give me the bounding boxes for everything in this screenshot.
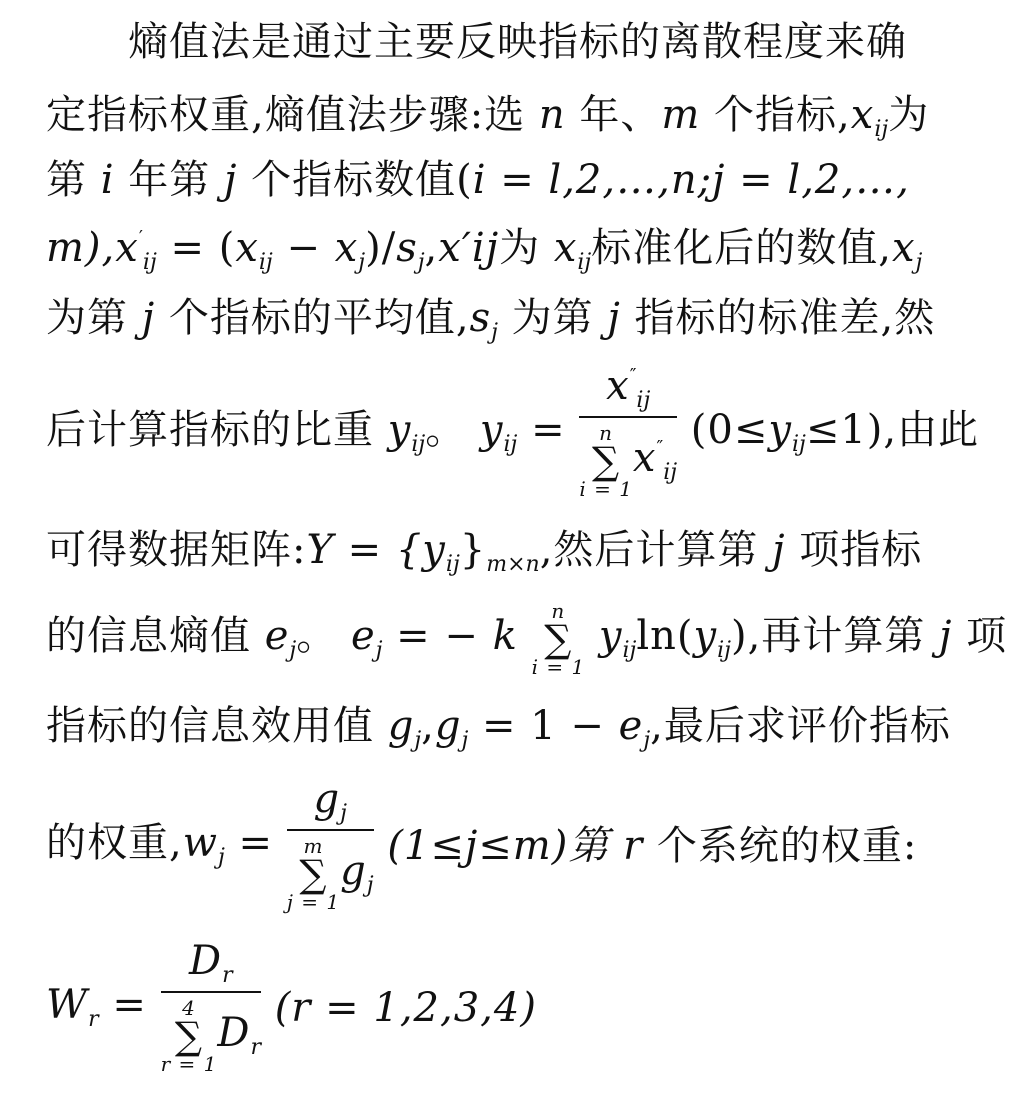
text: 个指标数值( bbox=[237, 157, 473, 203]
text: ),再计算第 bbox=[731, 613, 940, 660]
sum-upper: m bbox=[303, 834, 324, 859]
subscript-j: j bbox=[491, 320, 498, 345]
var-W: W bbox=[46, 981, 89, 1028]
text: ≤1),由此 bbox=[805, 406, 980, 453]
fraction-w-j bbox=[287, 778, 374, 913]
text: = 1 − bbox=[468, 703, 619, 749]
double-prime: ″ bbox=[656, 437, 664, 459]
subscript-ij: ij bbox=[636, 388, 651, 413]
var-x: x bbox=[632, 435, 657, 482]
var-j: j bbox=[939, 613, 953, 660]
var-m: m bbox=[661, 92, 701, 138]
text: 个指标的平均值, bbox=[155, 295, 470, 341]
text: m), bbox=[46, 225, 116, 271]
fraction-W-r bbox=[161, 940, 261, 1075]
fraction-y-ij bbox=[579, 365, 677, 500]
var-e: e bbox=[350, 613, 376, 660]
var-y: y bbox=[422, 527, 446, 573]
var-x: x bbox=[553, 225, 578, 271]
subscript-j: j bbox=[340, 801, 347, 826]
subscript-j: j bbox=[366, 873, 374, 899]
subscript-j: j bbox=[643, 728, 651, 753]
subscript-ij: ij bbox=[258, 250, 273, 275]
text-line-9 bbox=[46, 703, 986, 753]
subscript-ij: ij bbox=[503, 431, 518, 457]
summation bbox=[532, 600, 586, 678]
text: 后计算指标的比重 bbox=[46, 406, 388, 453]
sigma: ∑ bbox=[299, 852, 328, 897]
text: ln( bbox=[636, 613, 694, 660]
sum-upper: n bbox=[551, 599, 566, 623]
subscript-ij: ij bbox=[411, 431, 426, 457]
prime: ′ bbox=[138, 227, 143, 248]
subscript-ij: ij bbox=[622, 638, 637, 664]
numerator bbox=[287, 778, 374, 831]
text: 为第 bbox=[46, 295, 142, 341]
subscript-r: r bbox=[88, 1006, 99, 1032]
text: 项指标 bbox=[785, 527, 923, 573]
var-x: x bbox=[334, 225, 359, 271]
text-line-3 bbox=[46, 157, 986, 203]
var-y: y bbox=[693, 613, 718, 660]
summation bbox=[287, 835, 340, 913]
text: 个系统的权重: bbox=[643, 822, 918, 869]
text-line-5 bbox=[46, 295, 986, 345]
text: , bbox=[424, 225, 439, 271]
sum-lower: i = 1 bbox=[579, 477, 633, 502]
sum-lower: r = 1 bbox=[160, 1052, 218, 1077]
var-x: x bbox=[606, 363, 630, 409]
subscript-j: j bbox=[375, 638, 383, 664]
text: 项 bbox=[952, 613, 1008, 660]
text: = bbox=[224, 819, 274, 866]
text: 指标的标准差,然 bbox=[620, 295, 936, 341]
double-prime: ″ bbox=[629, 365, 637, 386]
subscript-r: r bbox=[222, 963, 233, 988]
text: 第 bbox=[46, 157, 101, 203]
text: 为 bbox=[888, 92, 930, 138]
denominator bbox=[161, 993, 261, 1075]
text-line-11 bbox=[46, 940, 986, 1075]
subscript-ij: ij bbox=[445, 552, 460, 577]
sum-upper: 4 bbox=[182, 996, 196, 1021]
text: 指标的信息效用值 bbox=[46, 703, 388, 749]
sum-lower: i = 1 bbox=[531, 655, 586, 680]
var-e: e bbox=[618, 703, 644, 749]
summation bbox=[161, 997, 218, 1075]
var-g: g bbox=[340, 848, 367, 895]
text-line-7 bbox=[46, 527, 986, 577]
subscript-j: j bbox=[461, 728, 469, 753]
subscript-ij: ij bbox=[791, 431, 806, 457]
var-D: D bbox=[188, 938, 223, 984]
var-y: y bbox=[387, 406, 412, 453]
matrix-y: Y = { bbox=[306, 527, 423, 573]
text: 。 bbox=[296, 613, 338, 660]
var-j: j bbox=[223, 157, 238, 203]
text: 年第 bbox=[114, 157, 224, 203]
var-n: n bbox=[538, 92, 566, 138]
var-y: y bbox=[479, 406, 504, 453]
var-x: x bbox=[235, 225, 259, 271]
text: , bbox=[421, 703, 435, 749]
subscript-ij: ij bbox=[717, 638, 731, 664]
text: (1≤j≤m)第 bbox=[387, 822, 624, 869]
text: 的权重, bbox=[46, 819, 183, 866]
sigma: ∑ bbox=[174, 1014, 204, 1059]
var-w: w bbox=[182, 819, 218, 866]
text-line-2 bbox=[46, 92, 986, 142]
var-y: y bbox=[768, 406, 792, 453]
text: 熵值法是通过主要反映指标的离散程度来确 bbox=[128, 19, 907, 65]
text: 年、 bbox=[565, 92, 662, 138]
text: )/ bbox=[365, 225, 397, 271]
var-i: i bbox=[100, 157, 115, 203]
text: ,最后求评价指标 bbox=[650, 703, 951, 749]
text-line-10 bbox=[46, 778, 986, 913]
subscript-j: j bbox=[358, 250, 366, 275]
text: 个指标, bbox=[700, 92, 851, 138]
var-j: j bbox=[772, 527, 786, 573]
text: = ( bbox=[156, 225, 236, 271]
numerator bbox=[579, 365, 677, 418]
var-D: D bbox=[217, 1010, 251, 1057]
text: (r = 1,2,3,4) bbox=[274, 984, 537, 1031]
text: = bbox=[517, 406, 566, 453]
text: 的信息熵值 bbox=[46, 613, 265, 660]
text-line-6 bbox=[46, 365, 986, 500]
text: 为第 bbox=[497, 295, 608, 341]
text: 标准化后的数值, bbox=[591, 225, 892, 271]
var-s: s bbox=[469, 295, 492, 341]
text-line-1 bbox=[128, 19, 1024, 65]
numerator bbox=[161, 940, 261, 993]
sum-lower: j = 1 bbox=[286, 890, 341, 915]
text: = − k bbox=[382, 613, 518, 660]
var-x: x bbox=[850, 92, 875, 138]
subscript-j: j bbox=[217, 844, 225, 870]
var-y: y bbox=[598, 613, 623, 660]
subscript-ij: ij bbox=[874, 117, 889, 142]
subscript-ij: ij bbox=[577, 250, 592, 275]
var-x-prime-ij: x′ij bbox=[438, 225, 500, 271]
sigma: ∑ bbox=[544, 617, 573, 661]
var-x: x bbox=[115, 225, 139, 271]
text: ,然后计算第 bbox=[539, 527, 773, 573]
denominator bbox=[579, 418, 677, 500]
subscript-j: j bbox=[414, 728, 422, 753]
text: − bbox=[272, 225, 335, 271]
subscript-j: j bbox=[915, 250, 923, 275]
text: 可得数据矩阵: bbox=[46, 527, 307, 573]
sigma: ∑ bbox=[592, 439, 621, 484]
text: 为 bbox=[499, 225, 554, 271]
var-x: x bbox=[891, 225, 916, 271]
var-e: e bbox=[264, 613, 290, 660]
subscript-ij: ij bbox=[663, 460, 678, 486]
index-range: i = l,2,…,n;j = l,2,…, bbox=[472, 157, 910, 203]
text: 定指标权重,熵值法步骤:选 bbox=[46, 92, 539, 138]
text-line-8 bbox=[46, 599, 1008, 680]
var-j: j bbox=[141, 295, 156, 341]
var-s: s bbox=[396, 225, 418, 271]
var-j: j bbox=[607, 295, 621, 341]
subscript-j: j bbox=[417, 250, 425, 275]
subscript-m-by-n: m×n bbox=[486, 552, 540, 577]
denominator bbox=[287, 831, 374, 913]
subscript-j: j bbox=[289, 638, 297, 664]
text: (0≤ bbox=[690, 406, 769, 453]
subscript-ij: ij bbox=[142, 250, 157, 275]
text: = bbox=[98, 981, 147, 1028]
sum-upper: n bbox=[599, 421, 614, 446]
text-line-4 bbox=[46, 225, 986, 275]
var-g: g bbox=[387, 703, 415, 749]
subscript-r: r bbox=[250, 1035, 261, 1061]
text: } bbox=[459, 527, 487, 573]
var-g: g bbox=[434, 703, 462, 749]
var-r: r bbox=[623, 822, 644, 869]
var-g: g bbox=[313, 776, 341, 822]
summation bbox=[579, 422, 633, 500]
text: 。 bbox=[425, 406, 467, 453]
